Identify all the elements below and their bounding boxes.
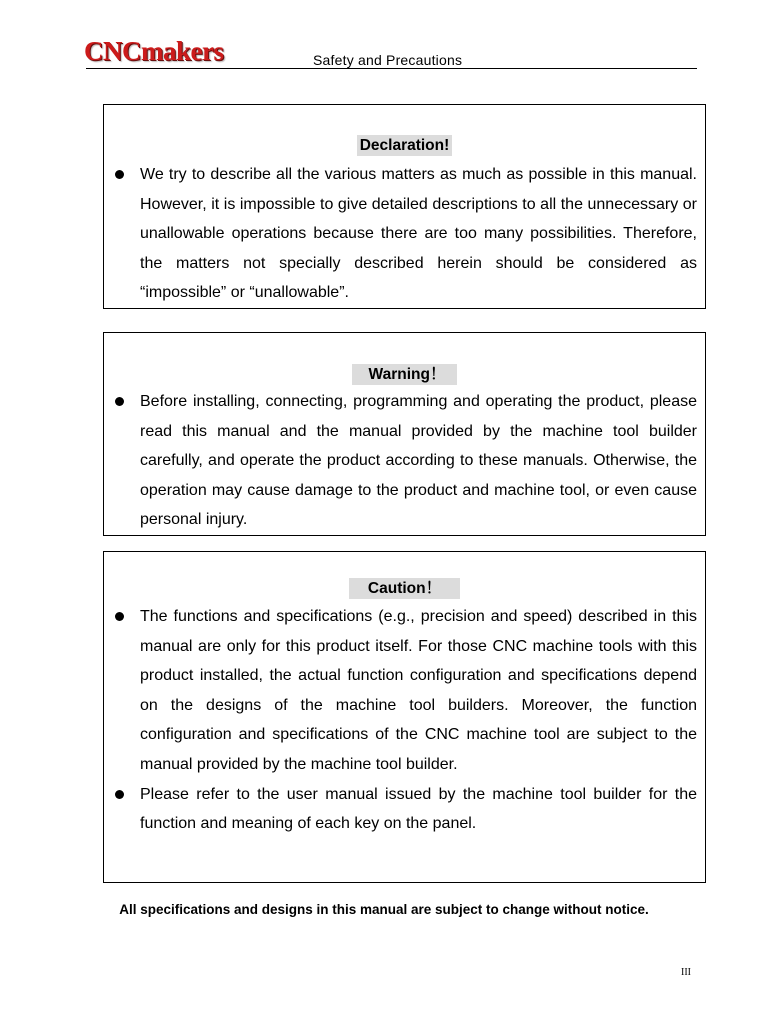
caution-item-text: The functions and specifications (e.g., precision and speed) described in this manual are only for this product itself. For those CNC machine tools with this product installed, the actual function configuration and specifications depend on the designs of the machine tool builders. Moreover, the function configuration and specifications of the CNC machine tool are subject to the manual provided by the machine tool builder.: [140, 608, 697, 773]
warning-title-text: Warning！: [352, 364, 458, 385]
warning-item-text: Before installing, connecting, programming and operating the product, please read this manual and the manual provided by the machine tool builder carefully, and operate the product according to these manuals. Otherwise, the operation may cause damage to the product and machine tool, or even cause personal injury.: [140, 393, 697, 529]
change-notice: All specifications and designs in this manual are subject to change without notice.: [119, 902, 649, 917]
bullet-icon: [115, 397, 124, 406]
declaration-title: [104, 135, 705, 156]
caution-box: [103, 551, 706, 883]
page-header-title: Safety and Precautions: [313, 52, 463, 68]
header-divider: [86, 68, 697, 69]
page-number: III: [681, 967, 691, 978]
warning-box: [103, 332, 706, 536]
declaration-title-text: Declaration!: [357, 135, 453, 156]
bullet-icon: [115, 170, 124, 179]
declaration-item: [104, 160, 705, 308]
cncmakers-logo: CNCmakers: [84, 36, 224, 66]
caution-title: [104, 578, 705, 599]
declaration-item-text: We try to describe all the various matters as much as possible in this manual. However, it is impossible to give detailed descriptions to all the unnecessary or unallowable operations because there are too many possibilities. Therefore, the matters not specially described herein should be considered as “impossible” or “unallowable”.: [140, 166, 697, 302]
caution-item-text: Please refer to the user manual issued by the machine tool builder for the function and meaning of each key on the panel.: [140, 785, 697, 833]
caution-title-text: Caution！: [349, 578, 460, 599]
caution-item: [104, 780, 705, 839]
declaration-box: [103, 104, 706, 309]
warning-list: [104, 387, 705, 535]
warning-item: [104, 387, 705, 535]
caution-list: [104, 602, 705, 839]
bullet-icon: [115, 790, 124, 799]
caution-item: [104, 602, 705, 780]
warning-title: [104, 364, 705, 385]
bullet-icon: [115, 612, 124, 621]
declaration-list: [104, 160, 705, 308]
